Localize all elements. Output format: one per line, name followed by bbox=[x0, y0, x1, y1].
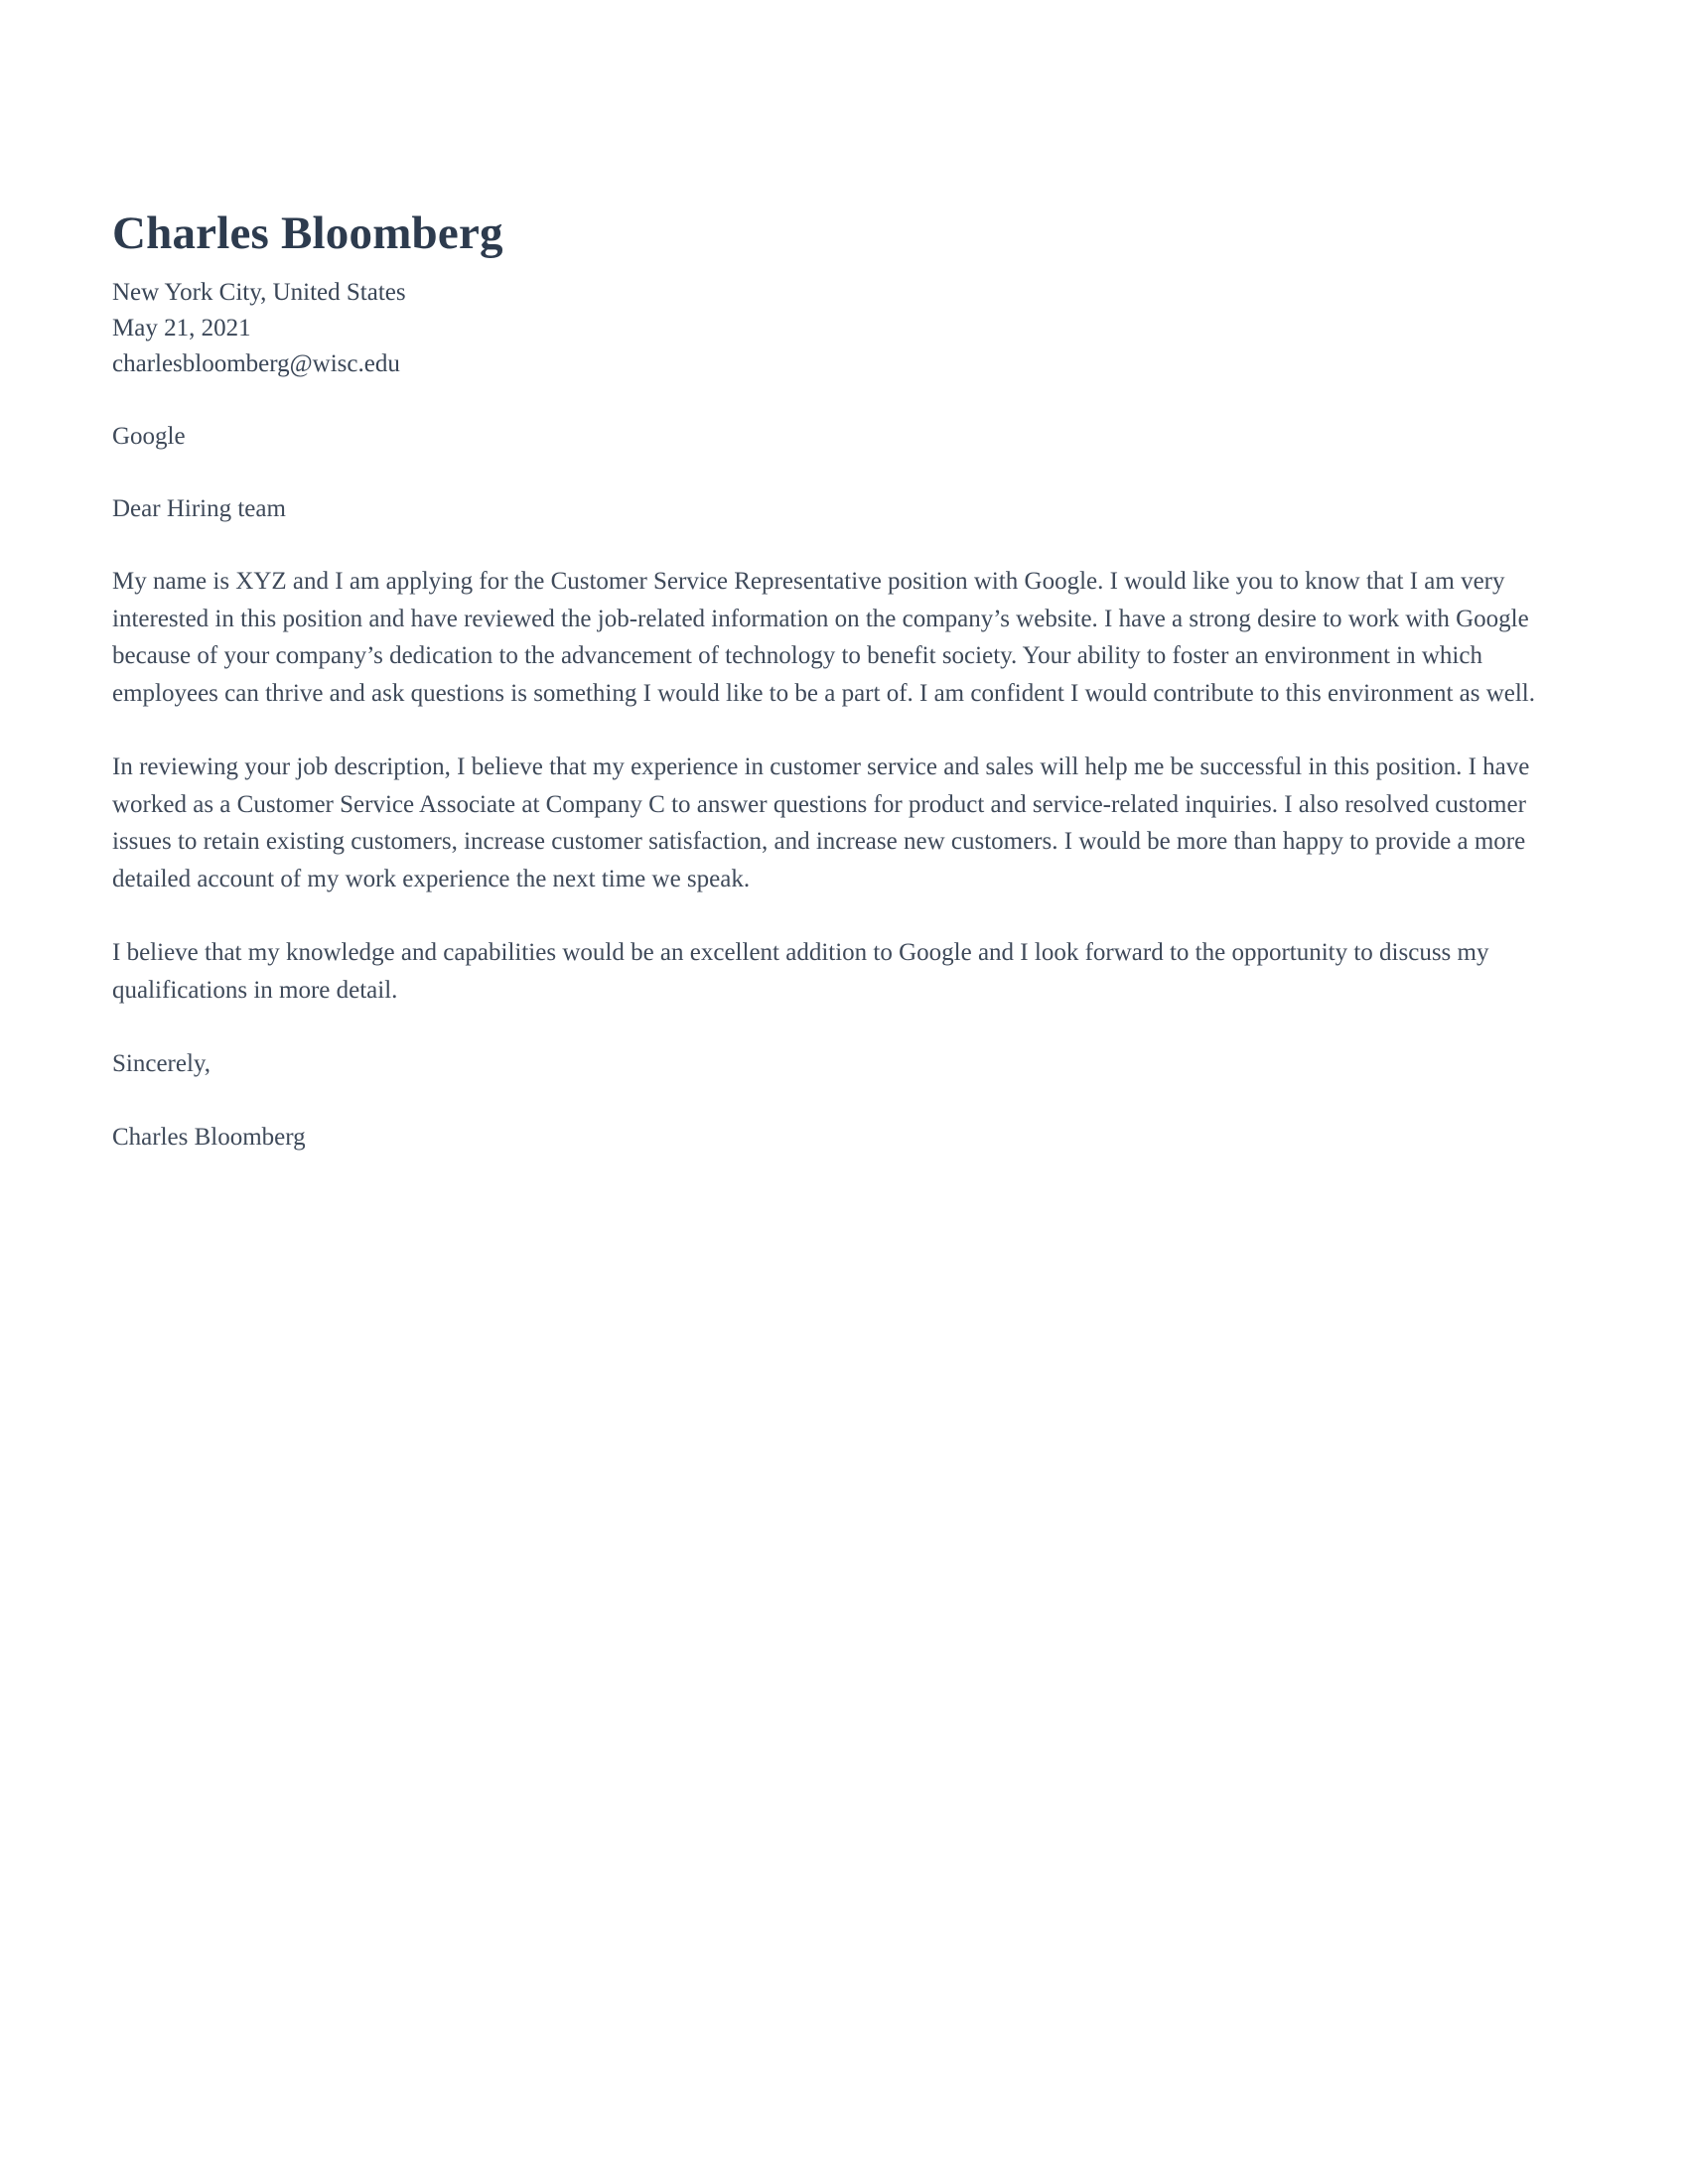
paragraph-gap-3 bbox=[112, 1009, 1574, 1045]
salutation: Dear Hiring team bbox=[112, 495, 286, 523]
paragraph-gap-2 bbox=[112, 897, 1574, 934]
letter-content bbox=[112, 206, 1574, 1156]
body-paragraph-2: In reviewing your job description, I believe that my experience in customer service and sales will help me be successful in this position. I have worked as a Customer Service Associate at Company C to answer questions for product and service-related inquiries. I also resolved customer issues to retain existing customers, increase customer satisfaction, and increase new customers. I would be more than happy to provide a more detailed account of my work experience the next time we speak. bbox=[112, 753, 1530, 892]
recipient-company: Google bbox=[112, 423, 186, 451]
body-paragraph-3: I believe that my knowledge and capabilities would be an excellent addition to Google and I look forward to the opportunity to discuss my qualifications in more detail. bbox=[112, 939, 1489, 1004]
sender-email: charlesbloomberg@wisc.edu bbox=[112, 350, 400, 378]
spacer-before-salutation bbox=[112, 455, 1574, 490]
body-paragraph-1: My name is XYZ and I am applying for the Customer Service Representative position with Google. I would like you to know that I am very interested in this position and have reviewed the job-related information on the company’s website. I have a strong desire to work with Google because of your company’s dedication to the advancement of technology to benefit society. Your ability to foster an environment in which employees can thrive and ask questions is something I would like to be a part of. I am confident I would contribute to this environment as well. bbox=[112, 568, 1536, 707]
sender-contact-block bbox=[112, 275, 1574, 382]
signature-gap bbox=[112, 1082, 1574, 1119]
valediction: Sincerely, bbox=[112, 1050, 211, 1078]
signature-name: Charles Bloomberg bbox=[112, 1124, 306, 1152]
spacer-before-recipient bbox=[112, 382, 1574, 418]
letter-date: May 21, 2021 bbox=[112, 315, 251, 342]
spacer-before-body bbox=[112, 527, 1574, 563]
paragraph-gap-1 bbox=[112, 712, 1574, 749]
page-title: Charles Bloomberg bbox=[112, 207, 503, 259]
sender-location: New York City, United States bbox=[112, 279, 406, 307]
